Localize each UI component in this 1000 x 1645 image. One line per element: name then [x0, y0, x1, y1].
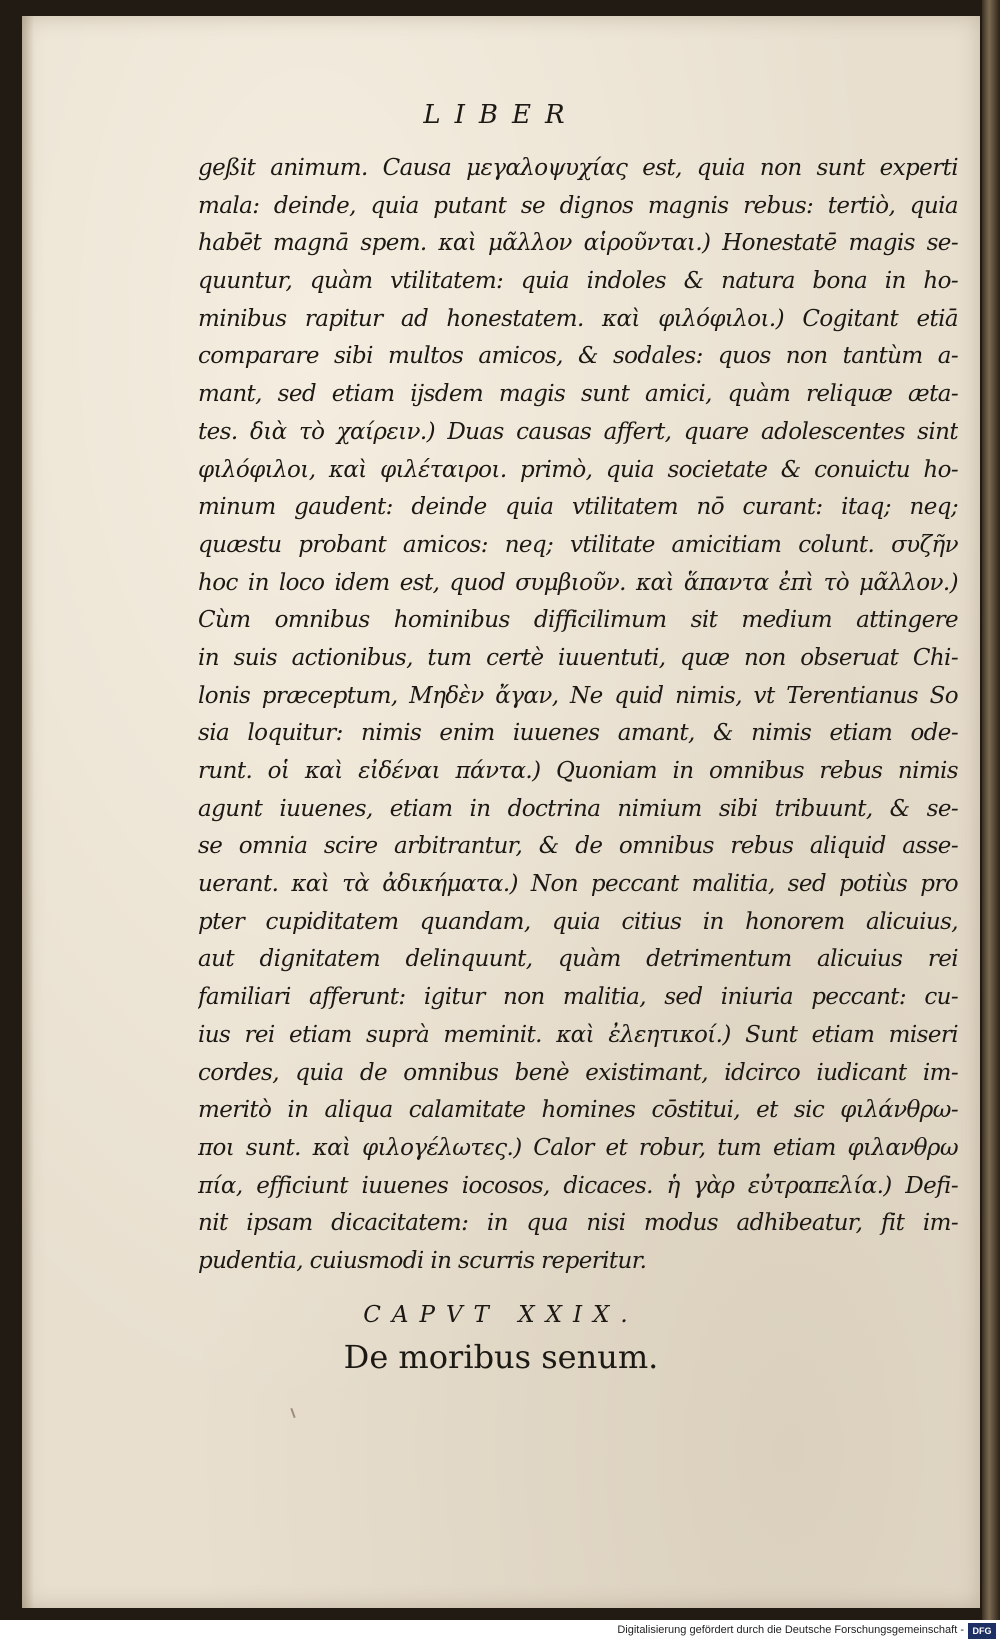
running-head: LIBER	[423, 100, 579, 130]
text-line: meritò in aliqua calamitate homines cōstitui, et sic φιλάνθρω-	[198, 1097, 958, 1124]
text-line: lonis præceptum, Μηδὲν ἄγαν, Ne quid nimis, vt Terentianus So	[198, 682, 958, 709]
text-line: cordes, quia de omnibus benè existimant, idcirco iudicant im-	[198, 1059, 958, 1086]
text-line: in suis actionibus, tum certè iuuentuti, quæ non obseruat Chi-	[198, 644, 958, 671]
chapter-heading: CAPVT XXIX.	[363, 1302, 639, 1328]
text-line: familiari afferunt: igitur non malitia, sed iniuria peccant: cu-	[198, 984, 958, 1011]
text-line: minum gaudent: deinde quia vtilitatem nō curant: itaq; neq;	[198, 494, 958, 521]
text-line: habēt magnā spem. καὶ μᾶλλον αἱροῦνται.) Honestatē magis se-	[198, 230, 958, 257]
text-line: tes. διὰ τὸ χαίρειν.) Duas causas affert, quare adolescentes sint	[198, 418, 958, 445]
text-line: nit ipsam dicacitatem: in qua nisi modus adhibeatur, fit im-	[198, 1210, 958, 1237]
text-line: minibus rapitur ad honestatem. καὶ φιλόφιλοι.) Cogitant etiā	[198, 305, 958, 332]
text-line: ius rei etiam suprà meminit. καὶ ἐλεητικοί.) Sunt etiam miseri	[198, 1021, 958, 1048]
chapter-title: De moribus senum.	[343, 1338, 659, 1376]
text-line: runt. οἱ καὶ εἰδέναι πάντα.) Quoniam in omnibus rebus nimis	[198, 758, 958, 784]
text-line: agunt iuuenes, etiam in doctrina nimium sibi tribuunt, & se-	[198, 795, 958, 822]
text-line: mala: deinde, quia putant se dignos magnis rebus: tertiò, quia	[198, 192, 958, 219]
footer-bar	[0, 1620, 1000, 1645]
text-line: ποι sunt. καὶ φιλογέλωτες.) Calor et robur, tum etiam φιλανθρω	[198, 1134, 958, 1161]
text-line: geßit animum. Causa μεγαλοψυχίας est, quia non sunt experti	[198, 155, 958, 181]
text-line: φιλόφιλοι, καὶ φιλέταιροι. primò, quia societate & conuictu ho-	[198, 456, 958, 483]
text-line: uerant. καὶ τὰ ἀδικήματα.) Non peccant malitia, sed potiùs pro	[198, 871, 958, 898]
text-line: quæstu probant amicos: neq; vtilitate amicitiam colunt. συζῆν	[198, 531, 958, 558]
text-line: hoc in loco idem est, quod συμβιοῦν. καὶ ἅπαντα ἐπὶ τὸ μᾶλλον.)	[198, 569, 958, 596]
text-line: Cùm omnibus hominibus difficilimum sit medium attingere	[198, 607, 958, 634]
funding-credit: Digitalisierung gefördert durch die Deutsche Forschungsgemeinschaft -	[617, 1624, 964, 1636]
text-line: sia loquitur: nimis enim iuuenes amant, & nimis etiam ode-	[198, 720, 958, 747]
text-line: se omnia scire arbitrantur, & de omnibus rebus aliquid asse-	[198, 833, 958, 860]
book-binding-edge	[982, 0, 1000, 1620]
text-line: mant, sed etiam ijsdem magis sunt amici, quàm reliquæ æta-	[198, 381, 958, 408]
text-line: quuntur, quàm vtilitatem: quia indoles & natura bona in ho-	[198, 268, 958, 295]
text-line: aut dignitatem delinquunt, quàm detrimentum alicuius rei	[198, 946, 958, 973]
text-line: pudentia, cuiusmodi in scurris reperitur.	[198, 1247, 647, 1274]
dfg-logo-icon: DFG	[968, 1623, 996, 1639]
text-line: comparare sibi multos amicos, & sodales: quos non tantùm a-	[198, 343, 958, 370]
paper-speck	[290, 1408, 295, 1418]
book-page	[22, 16, 980, 1608]
text-line: pter cupiditatem quandam, quia citius in honorem alicuius,	[198, 908, 958, 935]
text-line: πία, efficiunt iuuenes iocosos, dicaces. ἡ γὰρ εὐτραπελία.) Defi-	[198, 1172, 958, 1199]
body-text	[198, 150, 958, 1281]
